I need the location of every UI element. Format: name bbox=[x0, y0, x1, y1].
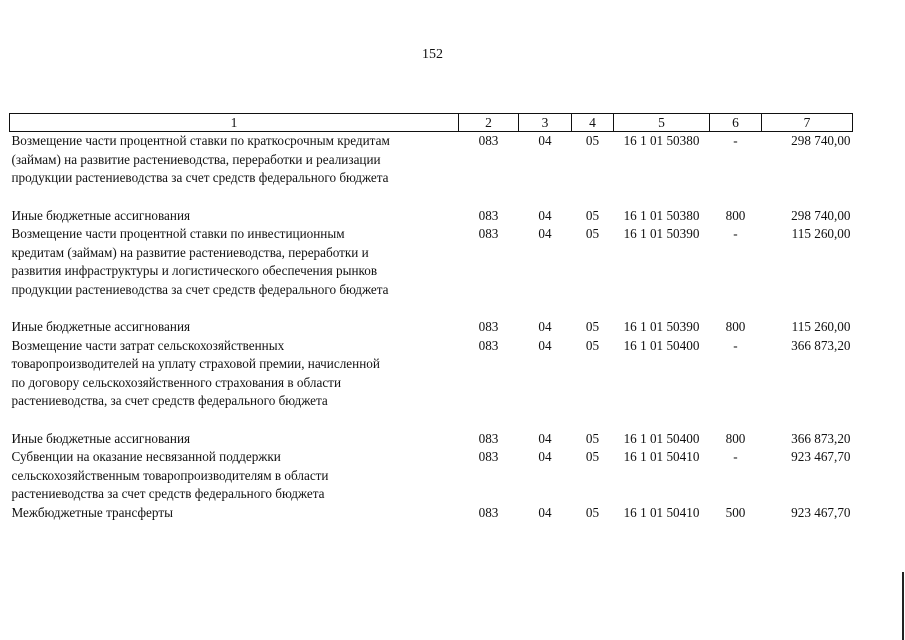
table-row bbox=[10, 132, 853, 188]
row-vr-code: - bbox=[733, 133, 738, 148]
row-pr-code: 05 bbox=[585, 504, 600, 520]
table-header-row bbox=[10, 114, 853, 132]
row-description-line: (займам) на развитие растениеводства, переработки и реализации bbox=[11, 151, 381, 167]
row-rz-code: 04 bbox=[538, 337, 552, 353]
row-amount: 923 467,70 bbox=[791, 449, 851, 464]
budget-table bbox=[9, 113, 853, 522]
row-csr-code: 16 1 01 50390 bbox=[623, 319, 700, 334]
row-pr-code: 05 bbox=[585, 337, 600, 353]
row-description bbox=[10, 448, 459, 504]
header-col-2: 2 bbox=[459, 114, 519, 132]
row-spacer bbox=[10, 299, 853, 318]
row-csr-code: 16 1 01 50400 bbox=[623, 337, 700, 353]
row-csr-code: 16 1 01 50380 bbox=[623, 207, 700, 223]
row-rz-code: 04 bbox=[538, 504, 552, 520]
row-description bbox=[10, 132, 459, 188]
row-description-line: по договору сельскохозяйственного страхования в области bbox=[11, 374, 341, 390]
row-vr-code: - bbox=[733, 449, 738, 464]
row-gr-code: 083 bbox=[478, 133, 499, 148]
row-pr-code: 05 bbox=[585, 430, 600, 446]
row-description-line: Возмещение части процентной ставки по краткосрочным кредитам bbox=[11, 133, 390, 148]
row-description-line: сельскохозяйственным товаропроизводителям в области bbox=[11, 467, 329, 483]
row-amount: 366 873,20 bbox=[791, 430, 851, 446]
row-description-line: Иные бюджетные ассигнования bbox=[11, 207, 191, 223]
table-row bbox=[10, 504, 853, 523]
row-description-line: Возмещение части затрат сельскохозяйственных bbox=[11, 337, 285, 353]
row-description-line: товаропроизводителей на уплату страховой премии, начисленной bbox=[11, 356, 380, 371]
row-rz-code: 04 bbox=[538, 207, 552, 223]
row-rz-code: 04 bbox=[538, 430, 552, 446]
row-description bbox=[10, 504, 459, 523]
row-gr-code: 083 bbox=[478, 319, 499, 334]
row-spacer-cell bbox=[10, 188, 853, 207]
row-gr-code: 083 bbox=[478, 337, 499, 353]
table-row bbox=[10, 430, 853, 449]
row-vr-code: 800 bbox=[725, 430, 746, 446]
row-rz-code: 04 bbox=[538, 449, 552, 464]
page-number: 152 bbox=[422, 47, 443, 62]
row-description bbox=[10, 207, 459, 226]
table-row bbox=[10, 448, 853, 504]
row-description-line: Субвенции на оказание несвязанной поддержки bbox=[11, 449, 281, 464]
row-csr-code: 16 1 01 50400 bbox=[623, 430, 700, 446]
header-col-6: 6 bbox=[710, 114, 762, 132]
row-description-line: Межбюджетные трансферты bbox=[11, 504, 173, 520]
table-row bbox=[10, 337, 853, 411]
header-col-7: 7 bbox=[762, 114, 853, 132]
row-description bbox=[10, 318, 459, 337]
row-pr-code: 05 bbox=[585, 319, 600, 334]
row-description-line: Иные бюджетные ассигнования bbox=[11, 430, 191, 446]
row-rz-code: 04 bbox=[538, 133, 552, 148]
row-spacer bbox=[10, 411, 853, 430]
row-description-line: развития инфраструктуры и логистического обеспечения рынков bbox=[11, 263, 378, 278]
row-description bbox=[10, 430, 459, 449]
table-row bbox=[10, 207, 853, 226]
header-col-4: 4 bbox=[572, 114, 614, 132]
row-amount: 923 467,70 bbox=[791, 504, 851, 520]
row-spacer-cell bbox=[10, 411, 853, 430]
row-description bbox=[10, 337, 459, 411]
row-gr-code: 083 bbox=[478, 226, 499, 241]
row-spacer-cell bbox=[10, 299, 853, 318]
row-rz-code: 04 bbox=[538, 226, 552, 241]
header-col-1: 1 bbox=[10, 114, 459, 132]
row-gr-code: 083 bbox=[478, 207, 499, 223]
row-csr-code: 16 1 01 50410 bbox=[623, 504, 700, 520]
header-col-3: 3 bbox=[519, 114, 572, 132]
row-vr-code: - bbox=[733, 226, 738, 241]
row-description bbox=[10, 225, 459, 299]
row-description-line: продукции растениеводства за счет средств федерального бюджета bbox=[11, 281, 389, 297]
row-description-line: растениеводства, за счет средств федерального бюджета bbox=[11, 393, 328, 408]
row-gr-code: 083 bbox=[478, 430, 499, 446]
row-amount: 115 260,00 bbox=[791, 226, 851, 241]
row-rz-code: 04 bbox=[538, 319, 552, 334]
row-vr-code: 500 bbox=[725, 504, 746, 520]
row-pr-code: 05 bbox=[585, 133, 600, 148]
row-description-line: растениеводства за счет средств федерального бюджета bbox=[11, 486, 325, 501]
row-amount: 298 740,00 bbox=[791, 133, 851, 148]
row-pr-code: 05 bbox=[585, 226, 600, 241]
table-row bbox=[10, 318, 853, 337]
row-csr-code: 16 1 01 50380 bbox=[623, 133, 700, 148]
row-amount: 298 740,00 bbox=[791, 207, 851, 223]
row-amount: 366 873,20 bbox=[791, 337, 851, 353]
row-vr-code: - bbox=[733, 337, 738, 353]
row-description-line: Возмещение части процентной ставки по инвестиционным bbox=[11, 226, 345, 241]
row-csr-code: 16 1 01 50410 bbox=[623, 449, 700, 464]
row-amount: 115 260,00 bbox=[791, 319, 851, 334]
page-edge-line bbox=[902, 572, 904, 640]
row-gr-code: 083 bbox=[478, 504, 499, 520]
row-pr-code: 05 bbox=[585, 449, 600, 464]
row-description-line: кредитам (займам) на развитие растениеводства, переработки и bbox=[11, 244, 369, 260]
table-body bbox=[10, 132, 853, 523]
row-spacer bbox=[10, 188, 853, 207]
table-row bbox=[10, 225, 853, 299]
header-col-5: 5 bbox=[614, 114, 710, 132]
row-pr-code: 05 bbox=[585, 207, 600, 223]
row-vr-code: 800 bbox=[725, 319, 746, 334]
row-vr-code: 800 bbox=[725, 207, 746, 223]
row-description-line: продукции растениеводства за счет средств федерального бюджета bbox=[11, 170, 389, 185]
row-csr-code: 16 1 01 50390 bbox=[623, 226, 700, 241]
row-description-line: Иные бюджетные ассигнования bbox=[11, 319, 191, 334]
row-gr-code: 083 bbox=[478, 449, 499, 464]
